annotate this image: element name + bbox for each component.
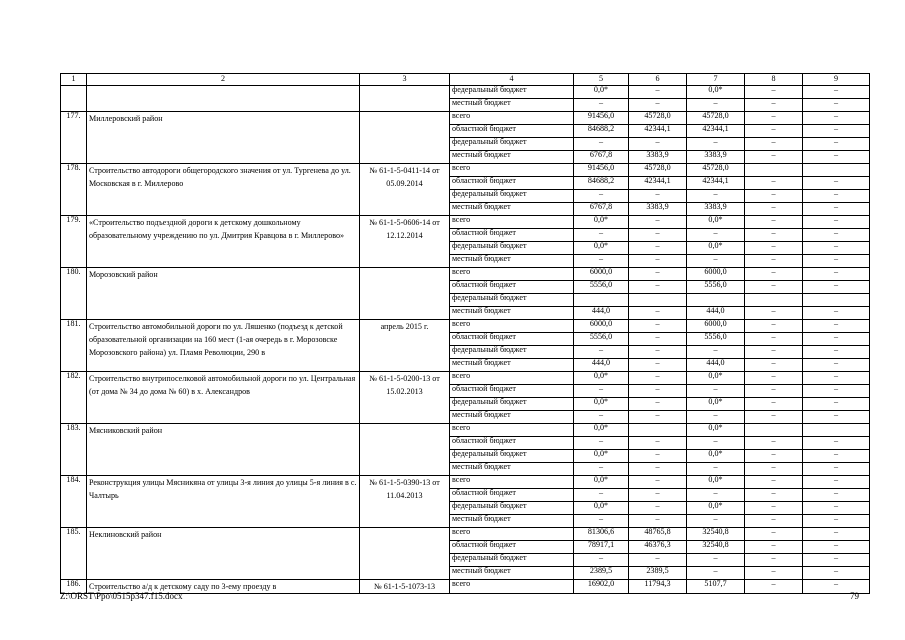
amount-cell: –: [745, 138, 803, 151]
amount-cell: 444,0: [574, 307, 629, 320]
amount-cell: –: [803, 151, 870, 164]
amount-cell: –: [803, 398, 870, 411]
budget-source: местный бюджет: [450, 203, 574, 216]
item-reference: [360, 112, 450, 164]
amount-cell: 78917,1: [574, 541, 629, 554]
amount-cell: 0,0*: [687, 242, 745, 255]
item-reference: № 61-1-5-0390-13 от 11.04.2013: [360, 476, 450, 528]
budget-source: областной бюджет: [450, 177, 574, 190]
amount-cell: 45728,0: [629, 112, 687, 125]
amount-cell: –: [745, 151, 803, 164]
amount-cell: –: [745, 229, 803, 242]
footer-page-number: 79: [850, 591, 859, 601]
amount-cell: –: [629, 333, 687, 346]
amount-cell: 45728,0: [687, 112, 745, 125]
budget-source: всего: [450, 112, 574, 125]
amount-cell: 0,0*: [687, 476, 745, 489]
amount-cell: –: [745, 268, 803, 281]
budget-source: всего: [450, 268, 574, 281]
table-row: [61, 528, 870, 541]
amount-cell: –: [803, 528, 870, 541]
amount-cell: –: [629, 242, 687, 255]
amount-cell: –: [745, 528, 803, 541]
amount-cell: –: [687, 255, 745, 268]
amount-cell: –: [803, 307, 870, 320]
amount-cell: –: [629, 476, 687, 489]
amount-cell: 91456,0: [574, 164, 629, 177]
amount-cell: 444,0: [574, 359, 629, 372]
amount-cell: –: [629, 138, 687, 151]
item-description: Строительство автомобильной дороги по ул. Ляшенко (подъезд к детской образовательной организации на 160 мест (1-ая очередь в г. Морозовске Морозовского района) ул. Пламя Революции, 290 в: [87, 320, 360, 372]
amount-cell: –: [687, 489, 745, 502]
amount-cell: –: [687, 138, 745, 151]
amount-cell: 6000,0: [574, 268, 629, 281]
budget-source: областной бюджет: [450, 541, 574, 554]
amount-cell: –: [745, 554, 803, 567]
item-reference: № 61-1-5-1073-13: [360, 580, 450, 594]
item-reference: [360, 424, 450, 476]
amount-cell: 0,0*: [687, 398, 745, 411]
budget-source: местный бюджет: [450, 359, 574, 372]
item-description: Мясниковский район: [87, 424, 360, 476]
item-number: 182.: [61, 372, 87, 424]
amount-cell: 45728,0: [629, 164, 687, 177]
budget-source: местный бюджет: [450, 567, 574, 580]
amount-cell: –: [803, 411, 870, 424]
budget-source: всего: [450, 320, 574, 333]
amount-cell: –: [745, 476, 803, 489]
amount-cell: –: [745, 450, 803, 463]
amount-cell: –: [629, 398, 687, 411]
amount-cell: –: [574, 554, 629, 567]
amount-cell: 0,0*: [574, 476, 629, 489]
amount-cell: 5107,7: [687, 580, 745, 594]
amount-cell: –: [629, 346, 687, 359]
amount-cell: 91456,0: [574, 112, 629, 125]
amount-cell: 11794,3: [629, 580, 687, 594]
amount-cell: –: [745, 515, 803, 528]
table-row: [61, 268, 870, 281]
amount-cell: –: [574, 229, 629, 242]
amount-cell: –: [803, 268, 870, 281]
table-row: [61, 164, 870, 177]
amount-cell: –: [574, 515, 629, 528]
budget-source: всего: [450, 476, 574, 489]
amount-cell: –: [803, 86, 870, 99]
amount-cell: –: [687, 99, 745, 112]
amount-cell: –: [803, 450, 870, 463]
amount-cell: –: [745, 255, 803, 268]
amount-cell: –: [629, 450, 687, 463]
amount-cell: –: [629, 502, 687, 515]
budget-source: федеральный бюджет: [450, 294, 574, 307]
col-header: 8: [745, 74, 803, 86]
amount-cell: –: [687, 463, 745, 476]
item-description: Неклиновский район: [87, 528, 360, 580]
amount-cell: [803, 294, 870, 307]
amount-cell: 2389,5: [574, 567, 629, 580]
table-row: [61, 424, 870, 437]
table-row: [61, 320, 870, 333]
item-number: 177.: [61, 112, 87, 164]
budget-source: федеральный бюджет: [450, 346, 574, 359]
amount-cell: –: [629, 268, 687, 281]
amount-cell: 0,0*: [574, 398, 629, 411]
amount-cell: 0,0*: [687, 86, 745, 99]
budget-table: [60, 73, 870, 594]
budget-source: федеральный бюджет: [450, 242, 574, 255]
amount-cell: –: [803, 463, 870, 476]
budget-source: всего: [450, 216, 574, 229]
item-reference: [360, 268, 450, 320]
amount-cell: –: [745, 333, 803, 346]
budget-source: областной бюджет: [450, 229, 574, 242]
amount-cell: –: [803, 502, 870, 515]
footer-file-path: Z:\ORST\Ppo\0515p347.f15.docx: [60, 591, 183, 601]
col-header: 9: [803, 74, 870, 86]
amount-cell: –: [745, 502, 803, 515]
amount-cell: –: [687, 385, 745, 398]
amount-cell: –: [629, 437, 687, 450]
item-number: 179.: [61, 216, 87, 268]
amount-cell: –: [745, 112, 803, 125]
amount-cell: 0,0*: [574, 242, 629, 255]
amount-cell: –: [745, 346, 803, 359]
amount-cell: –: [803, 190, 870, 203]
amount-cell: 32540,8: [687, 528, 745, 541]
amount-cell: –: [629, 216, 687, 229]
amount-cell: –: [803, 112, 870, 125]
item-reference: № 61-1-5-0606-14 от 12.12.2014: [360, 216, 450, 268]
amount-cell: –: [687, 346, 745, 359]
amount-cell: –: [745, 359, 803, 372]
amount-cell: 0,0*: [687, 372, 745, 385]
amount-cell: –: [687, 411, 745, 424]
item-reference: № 61-1-5-0411-14 от 05.09.2014: [360, 164, 450, 216]
amount-cell: 0,0*: [574, 372, 629, 385]
budget-source: федеральный бюджет: [450, 86, 574, 99]
amount-cell: –: [574, 190, 629, 203]
item-number: 185.: [61, 528, 87, 580]
budget-source: всего: [450, 164, 574, 177]
table-row: [61, 476, 870, 489]
amount-cell: –: [745, 437, 803, 450]
item-number: 183.: [61, 424, 87, 476]
amount-cell: 0,0*: [574, 86, 629, 99]
amount-cell: –: [803, 385, 870, 398]
amount-cell: [574, 294, 629, 307]
amount-cell: 0,0*: [574, 450, 629, 463]
amount-cell: –: [745, 411, 803, 424]
amount-cell: –: [745, 216, 803, 229]
amount-cell: –: [629, 515, 687, 528]
amount-cell: 6000,0: [687, 268, 745, 281]
amount-cell: –: [687, 437, 745, 450]
amount-cell: –: [687, 190, 745, 203]
item-description: Строительство внутрипоселковой автомобильной дороги по ул. Центральная (от дома № 34 до дома № 60) в х. Александров: [87, 372, 360, 424]
item-reference: [360, 86, 450, 112]
amount-cell: –: [803, 242, 870, 255]
amount-cell: [687, 294, 745, 307]
amount-cell: –: [574, 99, 629, 112]
budget-source: федеральный бюджет: [450, 502, 574, 515]
budget-source: областной бюджет: [450, 125, 574, 138]
budget-source: областной бюджет: [450, 489, 574, 502]
col-header: 1: [61, 74, 87, 86]
budget-source: федеральный бюджет: [450, 398, 574, 411]
amount-cell: 444,0: [687, 359, 745, 372]
col-header: 2: [87, 74, 360, 86]
amount-cell: –: [629, 307, 687, 320]
amount-cell: –: [803, 359, 870, 372]
col-header: 6: [629, 74, 687, 86]
amount-cell: –: [745, 177, 803, 190]
item-description: Миллеровский район: [87, 112, 360, 164]
amount-cell: –: [574, 437, 629, 450]
amount-cell: –: [629, 255, 687, 268]
amount-cell: [803, 164, 870, 177]
amount-cell: –: [745, 190, 803, 203]
amount-cell: –: [629, 385, 687, 398]
amount-cell: –: [745, 489, 803, 502]
amount-cell: 5556,0: [687, 333, 745, 346]
amount-cell: –: [803, 138, 870, 151]
budget-source: всего: [450, 528, 574, 541]
amount-cell: –: [629, 463, 687, 476]
amount-cell: –: [745, 242, 803, 255]
amount-cell: 84688,2: [574, 177, 629, 190]
budget-source: федеральный бюджет: [450, 554, 574, 567]
budget-source: местный бюджет: [450, 411, 574, 424]
amount-cell: –: [574, 138, 629, 151]
budget-source: местный бюджет: [450, 151, 574, 164]
amount-cell: 0,0*: [574, 424, 629, 437]
amount-cell: –: [803, 489, 870, 502]
amount-cell: –: [687, 229, 745, 242]
amount-cell: –: [629, 281, 687, 294]
amount-cell: –: [574, 411, 629, 424]
amount-cell: [745, 294, 803, 307]
amount-cell: –: [574, 255, 629, 268]
budget-source: местный бюджет: [450, 307, 574, 320]
amount-cell: –: [745, 463, 803, 476]
col-header: 3: [360, 74, 450, 86]
amount-cell: –: [803, 437, 870, 450]
amount-cell: –: [803, 216, 870, 229]
amount-cell: 5556,0: [574, 333, 629, 346]
amount-cell: 444,0: [687, 307, 745, 320]
table-row: [61, 86, 870, 99]
amount-cell: –: [629, 372, 687, 385]
amount-cell: –: [629, 554, 687, 567]
amount-cell: –: [574, 489, 629, 502]
amount-cell: –: [629, 489, 687, 502]
amount-cell: –: [574, 385, 629, 398]
amount-cell: –: [629, 411, 687, 424]
amount-cell: –: [803, 177, 870, 190]
amount-cell: 32540,8: [687, 541, 745, 554]
item-number: [61, 86, 87, 112]
col-header: 5: [574, 74, 629, 86]
amount-cell: –: [803, 515, 870, 528]
amount-cell: 5556,0: [687, 281, 745, 294]
amount-cell: 84688,2: [574, 125, 629, 138]
amount-cell: [803, 424, 870, 437]
amount-cell: [745, 164, 803, 177]
amount-cell: [629, 424, 687, 437]
amount-cell: –: [745, 398, 803, 411]
item-number: 186.: [61, 580, 87, 594]
amount-cell: –: [745, 372, 803, 385]
header-row: [61, 74, 870, 86]
table-body: [61, 74, 870, 594]
amount-cell: 42344,1: [687, 177, 745, 190]
item-description: Морозовский район: [87, 268, 360, 320]
amount-cell: 42344,1: [629, 177, 687, 190]
amount-cell: 6000,0: [687, 320, 745, 333]
amount-cell: –: [745, 203, 803, 216]
amount-cell: 46376,3: [629, 541, 687, 554]
amount-cell: –: [574, 463, 629, 476]
amount-cell: 42344,1: [687, 125, 745, 138]
amount-cell: –: [803, 255, 870, 268]
amount-cell: –: [629, 86, 687, 99]
item-description: Строительство а/д к детскому саду по 3-ему проезду в: [87, 580, 360, 594]
item-reference: апрель 2015 г.: [360, 320, 450, 372]
amount-cell: –: [687, 567, 745, 580]
amount-cell: 5556,0: [574, 281, 629, 294]
amount-cell: 45728,0: [687, 164, 745, 177]
amount-cell: 0,0*: [574, 502, 629, 515]
amount-cell: –: [803, 567, 870, 580]
col-header: 7: [687, 74, 745, 86]
amount-cell: –: [745, 125, 803, 138]
budget-source: областной бюджет: [450, 385, 574, 398]
table-row: [61, 372, 870, 385]
amount-cell: –: [803, 99, 870, 112]
amount-cell: –: [803, 333, 870, 346]
amount-cell: –: [803, 281, 870, 294]
amount-cell: –: [629, 99, 687, 112]
amount-cell: –: [745, 281, 803, 294]
amount-cell: 0,0*: [687, 450, 745, 463]
amount-cell: –: [629, 320, 687, 333]
budget-source: местный бюджет: [450, 99, 574, 112]
amount-cell: –: [629, 229, 687, 242]
amount-cell: –: [745, 86, 803, 99]
amount-cell: –: [803, 541, 870, 554]
budget-source: областной бюджет: [450, 437, 574, 450]
table-row: [61, 112, 870, 125]
amount-cell: –: [803, 554, 870, 567]
amount-cell: –: [629, 190, 687, 203]
amount-cell: –: [574, 346, 629, 359]
amount-cell: –: [803, 580, 870, 594]
amount-cell: –: [745, 567, 803, 580]
amount-cell: –: [803, 203, 870, 216]
budget-source: местный бюджет: [450, 255, 574, 268]
amount-cell: –: [803, 372, 870, 385]
amount-cell: –: [629, 359, 687, 372]
col-header: 4: [450, 74, 574, 86]
item-reference: [360, 528, 450, 580]
amount-cell: 0,0*: [574, 216, 629, 229]
item-description: «Строительство подъездной дороги к детскому дошкольному образовательному учреждению по ул. Дмитрия Кравцова в г. Миллерово»: [87, 216, 360, 268]
item-description: Реконструкция улицы Мясникяна от улицы 3-я линия до улицы 5-я линия в с. Чалтырь: [87, 476, 360, 528]
amount-cell: [629, 294, 687, 307]
amount-cell: –: [745, 307, 803, 320]
table-row: [61, 216, 870, 229]
amount-cell: –: [803, 320, 870, 333]
item-number: 181.: [61, 320, 87, 372]
amount-cell: 16902,0: [574, 580, 629, 594]
budget-source: всего: [450, 424, 574, 437]
amount-cell: 0,0*: [687, 216, 745, 229]
amount-cell: 2389,5: [629, 567, 687, 580]
item-number: 184.: [61, 476, 87, 528]
budget-source: местный бюджет: [450, 463, 574, 476]
budget-source: федеральный бюджет: [450, 138, 574, 151]
item-description: Строительство автодороги общегородского значения от ул. Тургенева до ул. Московская в г. Миллерово: [87, 164, 360, 216]
amount-cell: –: [745, 541, 803, 554]
amount-cell: –: [745, 99, 803, 112]
amount-cell: –: [803, 229, 870, 242]
budget-source: всего: [450, 372, 574, 385]
amount-cell: 48765,8: [629, 528, 687, 541]
amount-cell: 3383,9: [687, 203, 745, 216]
amount-cell: [745, 424, 803, 437]
amount-cell: –: [803, 476, 870, 489]
item-number: 180.: [61, 268, 87, 320]
amount-cell: –: [687, 515, 745, 528]
amount-cell: –: [803, 125, 870, 138]
item-reference: № 61-1-5-0200-13 от 15.02.2013: [360, 372, 450, 424]
amount-cell: 42344,1: [629, 125, 687, 138]
budget-source: местный бюджет: [450, 515, 574, 528]
budget-source: федеральный бюджет: [450, 190, 574, 203]
amount-cell: –: [745, 580, 803, 594]
amount-cell: –: [803, 346, 870, 359]
amount-cell: 6767,8: [574, 203, 629, 216]
amount-cell: –: [687, 554, 745, 567]
item-description: [87, 86, 360, 112]
budget-source: федеральный бюджет: [450, 450, 574, 463]
amount-cell: 6767,8: [574, 151, 629, 164]
amount-cell: 81306,6: [574, 528, 629, 541]
amount-cell: 6000,0: [574, 320, 629, 333]
budget-source: областной бюджет: [450, 333, 574, 346]
budget-source: всего: [450, 580, 574, 594]
amount-cell: 3383,9: [629, 203, 687, 216]
amount-cell: 0,0*: [687, 502, 745, 515]
item-number: 178.: [61, 164, 87, 216]
amount-cell: –: [745, 320, 803, 333]
amount-cell: 3383,9: [629, 151, 687, 164]
budget-source: областной бюджет: [450, 281, 574, 294]
amount-cell: 3383,9: [687, 151, 745, 164]
amount-cell: 0,0*: [687, 424, 745, 437]
amount-cell: –: [745, 385, 803, 398]
